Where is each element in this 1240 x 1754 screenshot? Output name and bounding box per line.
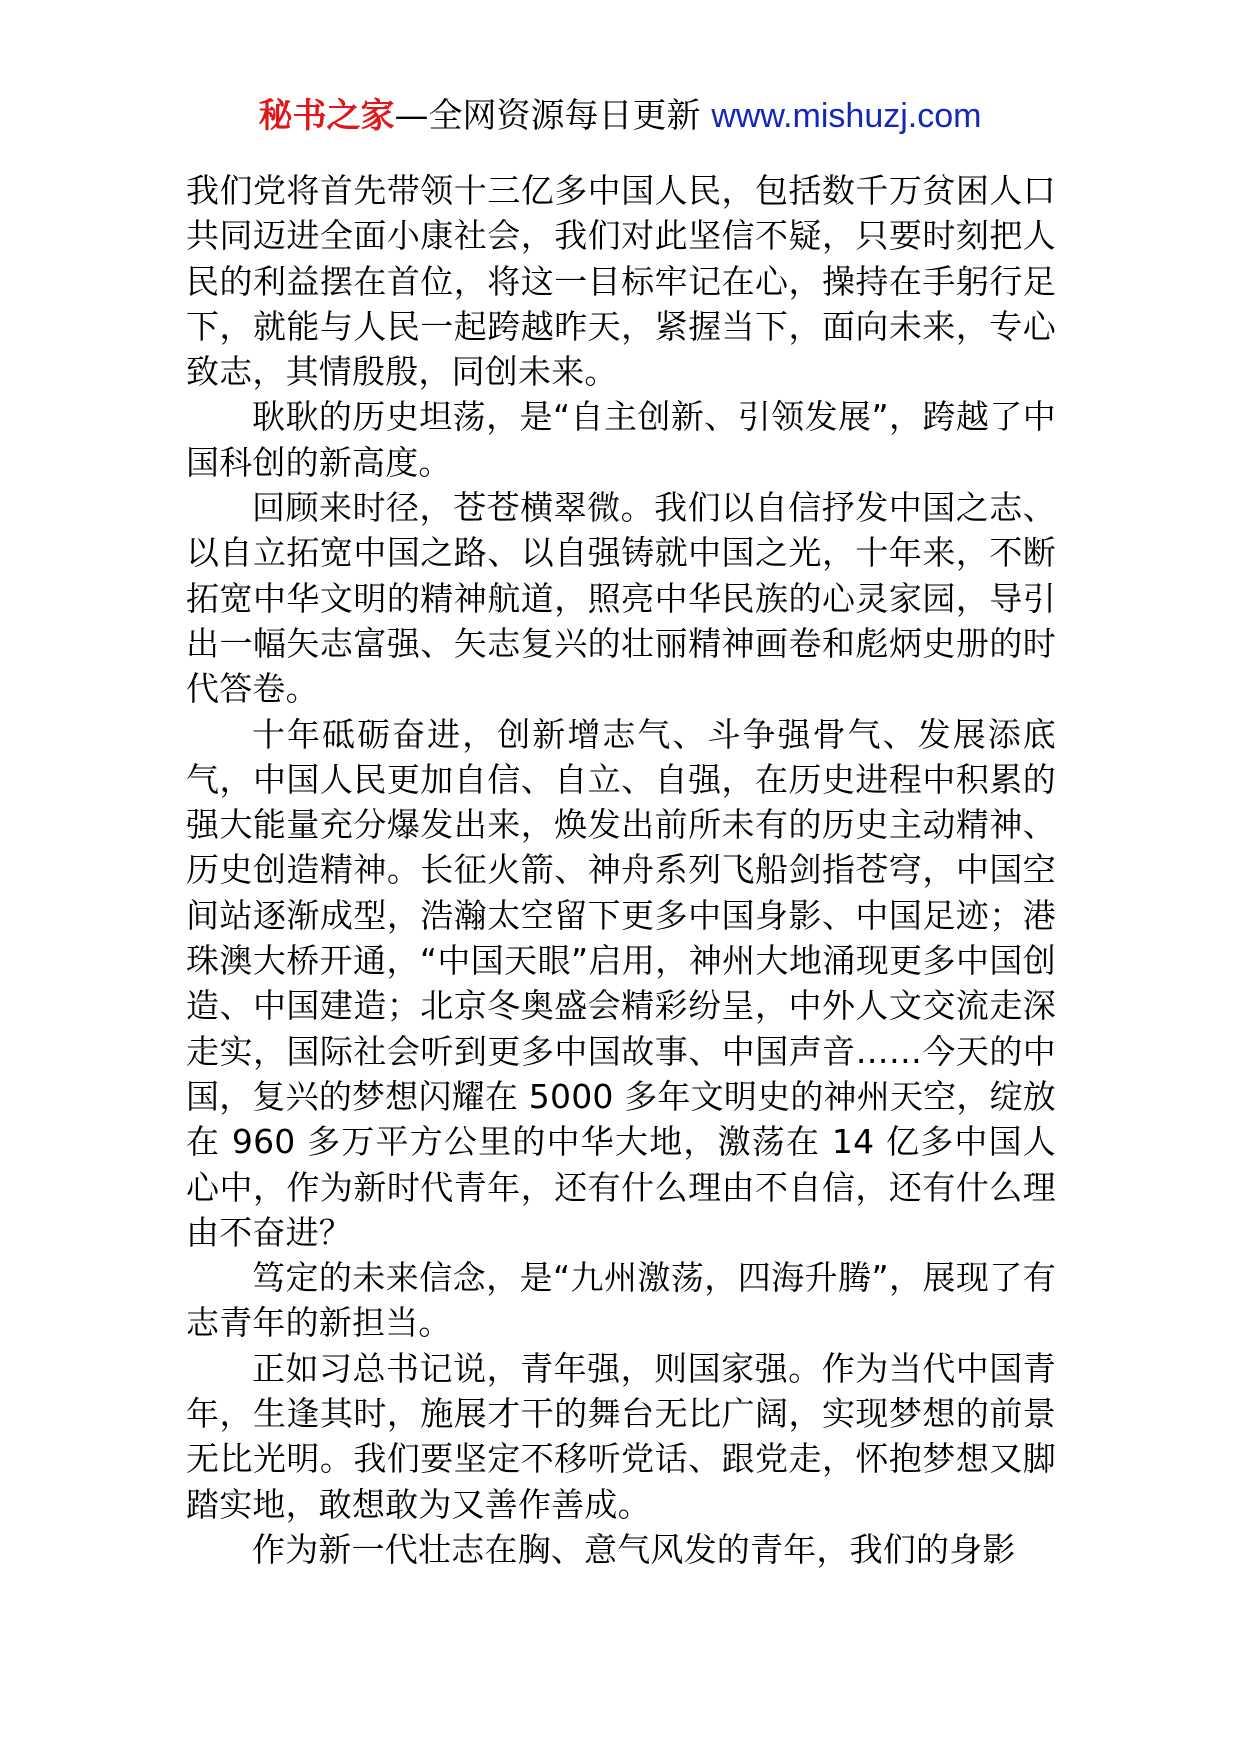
page-header	[0, 92, 1240, 140]
paragraph: 笃定的未来信念，是“九州激荡，四海升腾”，展现了有志青年的新担当。	[186, 1258, 1056, 1343]
paragraph-continued: 我们党将首先带领十三亿多中国人民，包括数千万贫困人口共同迈进全面小康社会，我们对此坚信不疑，只要时刻把人民的利益摆在首位，将这一目标牢记在心，操持在手躬行足下，就能与人民一起跨越昨天，紧握当下，面向未来，专心致志，其情殷殷，同创未来。	[186, 171, 1056, 392]
paragraph: 十年砥砺奋进，创新增志气、斗争强骨气、发展添底气，中国人民更加自信、自立、自强，在历史进程中积累的强大能量充分爆发出来，焕发出前所未有的历史主动精神、历史创造精神。长征火箭、神舟系列飞船剑指苍穹，中国空间站逐渐成型，浩瀚太空留下更多中国身影、中国足迹；港珠澳大桥开通，“中国天眼”启用，神州大地涌现更多中国创造、中国建造；北京冬奥盛会精彩纷呈，中外人文交流走深走实，国际社会听到更多中国故事、中国声音……今天的中国，复兴的梦想闪耀在 5000 多年文明史的神州天空，绽放在 960 多万平方公里的中华大地，激荡在 14 亿多中国人心中，作为新时代青年，还有什么理由不自信，还有什么理由不奋进？	[186, 714, 1056, 1252]
brand-name: 秘书之家	[258, 96, 395, 136]
paragraph-trailing: 作为新一代壮志在胸、意气风发的青年，我们的身影	[252, 1529, 1016, 1569]
header-tagline: —全网资源每日更新	[394, 96, 712, 136]
paragraph: 回顾来时径，苍苍横翠微。我们以自信抒发中国之志、以自立拓宽中国之路、以自强铸就中国之光，十年来，不断拓宽中华文明的精神航道，照亮中华民族的心灵家园，导引出一幅矢志富强、矢志复兴的壮丽精神画卷和彪炳史册的时代答卷。	[186, 488, 1056, 709]
paragraph: 耿耿的历史坦荡，是“自主创新、引领发展”，跨越了中国科创的新高度。	[186, 397, 1056, 482]
site-url-link[interactable]: www.mishuzj.com	[711, 97, 982, 135]
document-body	[186, 168, 1056, 1572]
paragraph: 正如习总书记说，青年强，则国家强。作为当代中国青年，生逢其时，施展才干的舞台无比广阔，实现梦想的前景无比光明。我们要坚定不移听党话、跟党走，怀抱梦想又脚踏实地，敢想敢为又善作善成。	[186, 1348, 1056, 1524]
